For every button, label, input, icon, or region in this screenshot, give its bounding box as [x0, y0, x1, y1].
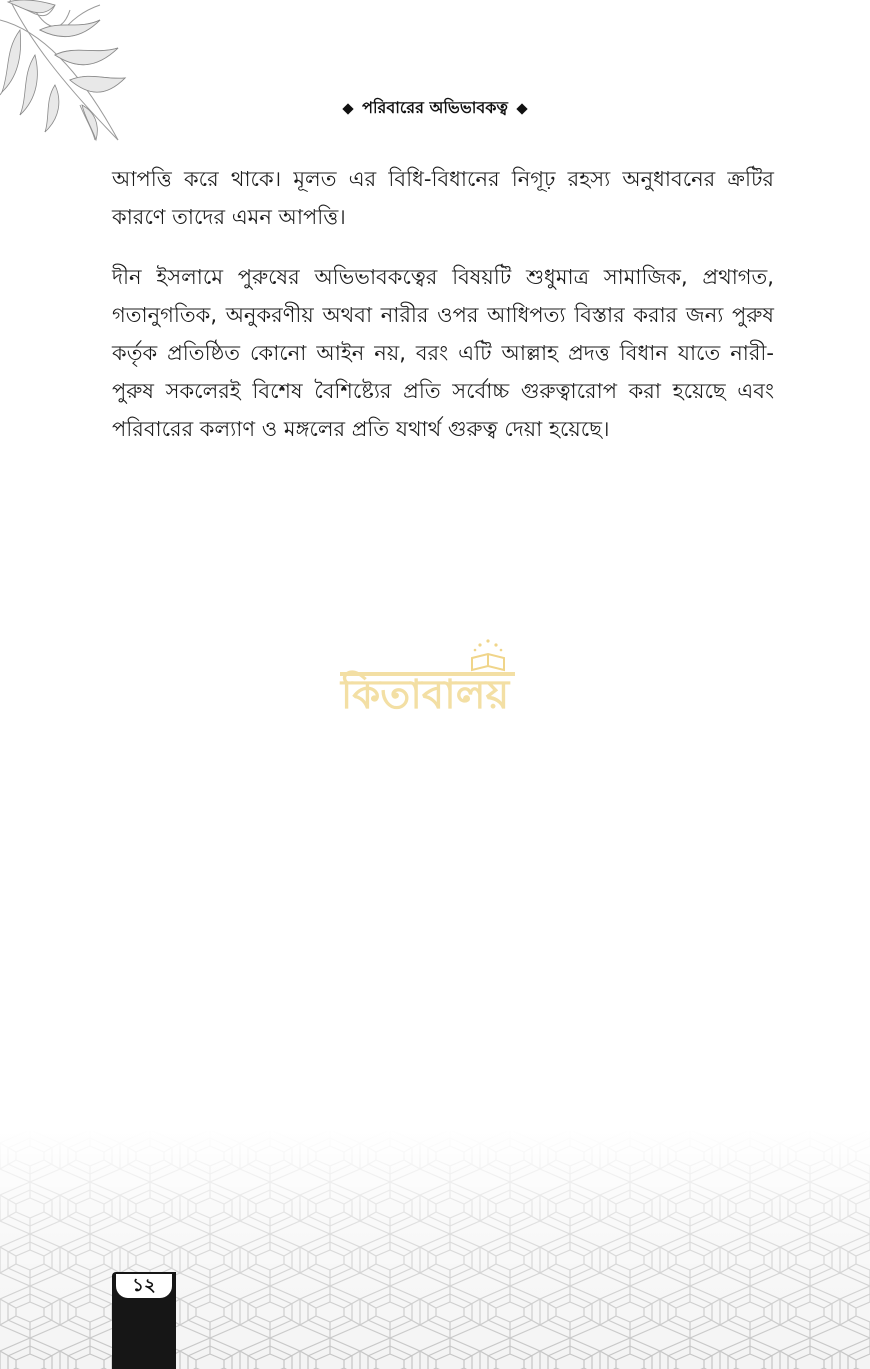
page-number: ১২ [116, 1274, 172, 1298]
paragraph-1: আপত্তি করে থাকে। মূলত এর বিধি-বিধানের নিগূঢ় রহস্য অনুধাবনের ক্রটির কারণে তাদের এমন আপত্তি। [112, 167, 774, 229]
diamond-icon [342, 103, 353, 114]
watermark-logo [330, 636, 525, 731]
book-icon [472, 639, 504, 670]
leaf-branch-icon [0, 0, 135, 150]
running-header [0, 95, 870, 122]
chapter-title: পরিবারের অভিভাবকত্ব [362, 98, 508, 117]
watermark-text: কিতাবালয় [340, 672, 510, 718]
body-text [112, 160, 774, 448]
paragraph-2: দীন ইসলামে পুরুষের অভিভাবকত্বের বিষয়টি শুধুমাত্র সামাজিক, প্রথাগত, গতানুগতিক, অনুকরণীয় অথবা নারীর ওপর আধিপত্য বিস্তার করার জন্য পুরুষ কর্তৃক প্রতিষ্ঠিত কোনো আইন নয়, বরং এটি আল্লাহ প্রদত্ত বিধান যাতে নারী-পুরুষ সকলেরই বিশেষ বৈশিষ্ট্যের প্রতি সর্বোচ্চ গুরুত্বারোপ করা হয়েছে এবং পরিবারের কল্যাণ ও মঙ্গলের প্রতি যথার্থ গুরুত্ব দেয়া হয়েছে। [112, 265, 774, 441]
diamond-icon [516, 103, 527, 114]
